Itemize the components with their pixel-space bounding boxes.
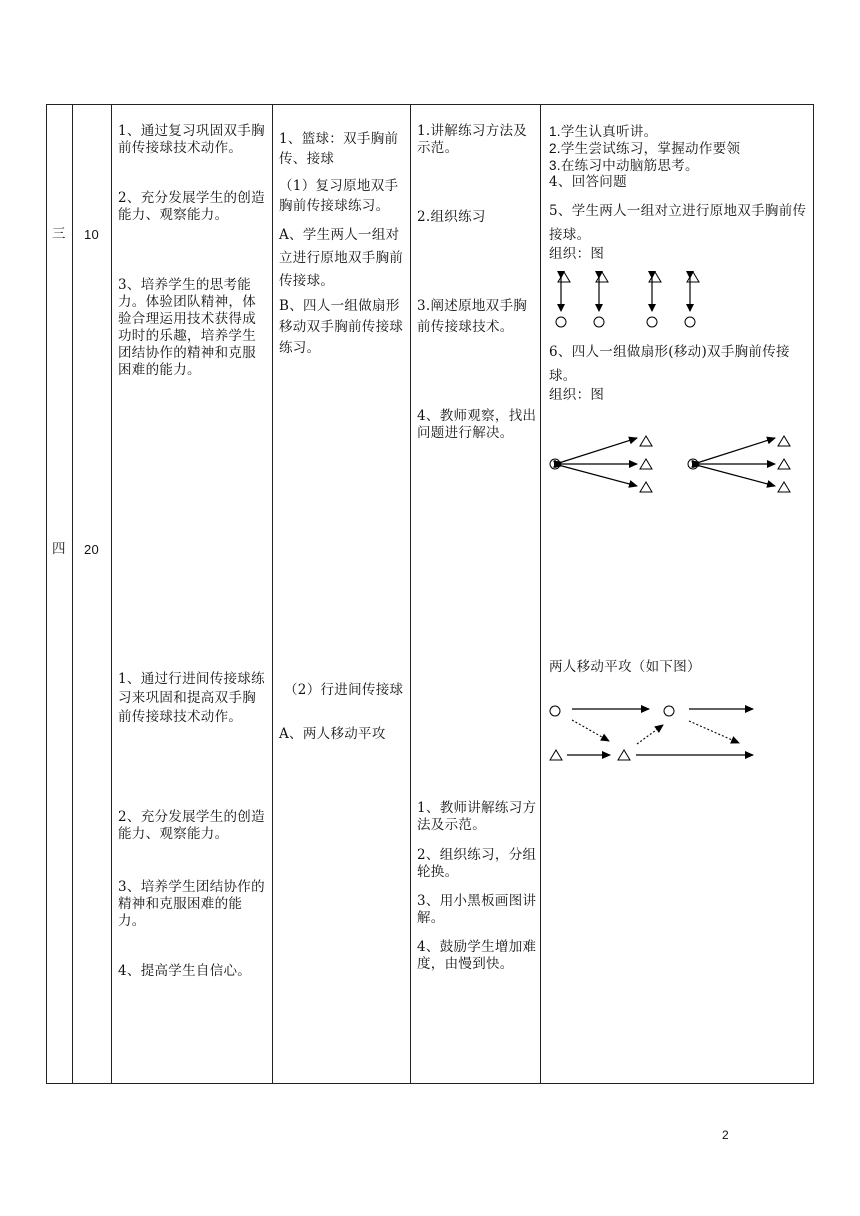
triangle-player xyxy=(640,459,652,469)
student-line-6: 6、四人一组做扇形(移动)双手胸前传接球。 xyxy=(549,344,790,384)
triangle-player xyxy=(649,272,661,282)
section-label-san: 三 xyxy=(52,226,66,242)
teacher-a-3: 3.阐述原地双手胸前传接球技术。 xyxy=(417,298,528,335)
student-org-2: 组织：图 xyxy=(549,387,605,403)
pair-pass-diagram xyxy=(545,266,715,332)
table-border-top xyxy=(46,104,814,105)
goal-b-2: 2、充分发展学生的创造能力、观察能力。 xyxy=(118,809,265,842)
table-divider-5 xyxy=(540,104,541,1084)
triangle-player xyxy=(596,272,608,282)
pass-arrow xyxy=(700,466,775,486)
teacher-b-2: 2、组织练习，分组轮换。 xyxy=(417,847,537,880)
content-sub-2: （2）行进间传接球 xyxy=(284,682,404,698)
table-divider-4 xyxy=(410,104,411,1084)
student-line-5: 5、学生两人一组对立进行原地双手胸前传接球。 xyxy=(549,203,807,243)
triangle-player xyxy=(687,272,699,282)
minutes-si: 20 xyxy=(84,542,100,557)
circle-player xyxy=(550,459,560,469)
table-divider-3 xyxy=(272,104,273,1084)
goal-b-1: 1、通过行进间传接球练习来巩固和提高双手胸前传接球技术动作。 xyxy=(118,671,265,725)
triangle-player xyxy=(558,272,570,282)
goal-a-3: 3、培养学生的思考能力。体验团队精神，体验合理运用技术获得成功时的乐趣，培养学生团结协作的精神和克服困难的能力。 xyxy=(118,277,256,378)
teacher-a-1: 1.讲解练习方法及示范。 xyxy=(417,123,528,156)
triangle-player xyxy=(778,436,790,446)
table-border-right xyxy=(813,104,814,1084)
pass-arrow xyxy=(562,438,637,462)
student-line-2: 2.学生尝试练习，掌握动作要领 xyxy=(549,141,741,156)
section-label-si: 四 xyxy=(52,541,66,557)
teacher-b-4: 4、鼓励学生增加难度，由慢到快。 xyxy=(417,939,537,972)
student-line-7: 两人移动平攻（如下图） xyxy=(549,659,701,675)
student-line-4: 4、回答问题 xyxy=(549,174,627,190)
minutes-san: 10 xyxy=(84,227,100,242)
content-title: 1、篮球：双手胸前传、接球 xyxy=(279,131,399,167)
goal-a-1: 1、通过复习巩固双手胸前传接球技术动作。 xyxy=(118,123,265,156)
circle-player xyxy=(594,317,604,327)
content-item-b: B、四人一组做扇形移动双手胸前传接球练习。 xyxy=(279,298,404,356)
table-divider-1 xyxy=(72,104,73,1084)
pass-arrow-dotted xyxy=(637,725,663,744)
student-line-3: 3.在练习中动脑筋思考。 xyxy=(549,158,699,173)
circle-player xyxy=(556,317,566,327)
content-item-c: A、两人移动平攻 xyxy=(279,726,386,742)
triangle-player xyxy=(778,459,790,469)
pass-arrow-dotted xyxy=(689,721,739,743)
circle-player xyxy=(664,706,674,716)
triangle-player xyxy=(550,750,562,760)
content-item-a: A、学生两人一组对立进行原地双手胸前传接球。 xyxy=(279,227,404,289)
pass-arrow-dotted xyxy=(572,720,609,741)
table-border-left xyxy=(46,104,47,1084)
table-border-bottom xyxy=(46,1083,814,1084)
circle-player xyxy=(685,317,695,327)
circle-player xyxy=(688,459,698,469)
student-line-1: 1.学生认真听讲。 xyxy=(549,124,658,139)
moving-pass-diagram xyxy=(545,698,760,768)
triangle-player xyxy=(778,482,790,492)
pass-arrow xyxy=(700,438,775,462)
teacher-b-1: 1、教师讲解练习方法及示范。 xyxy=(417,800,537,833)
table-divider-2 xyxy=(111,104,112,1084)
triangle-player xyxy=(640,436,652,446)
triangle-player xyxy=(618,750,630,760)
goal-b-4: 4、提高学生自信心。 xyxy=(118,963,252,979)
teacher-a-4: 4、教师观察，找出问题进行解决。 xyxy=(417,408,537,441)
student-org-1: 组织：图 xyxy=(549,246,605,262)
teacher-a-2: 2.组织练习 xyxy=(417,209,486,225)
circle-player xyxy=(550,706,560,716)
triangle-player xyxy=(640,482,652,492)
fan-pass-diagram xyxy=(545,428,800,498)
goal-a-2: 2、充分发展学生的创造能力、观察能力。 xyxy=(118,190,265,223)
page-number: 2 xyxy=(722,1128,729,1142)
teacher-b-3: 3、用小黑板画图讲解。 xyxy=(417,893,537,926)
content-sub-1: （1）复习原地双手胸前传接球练习。 xyxy=(279,178,399,214)
circle-player xyxy=(647,317,657,327)
goal-b-3: 3、培养学生团结协作的精神和克服困难的能力。 xyxy=(118,879,265,929)
pass-arrow xyxy=(562,466,637,486)
